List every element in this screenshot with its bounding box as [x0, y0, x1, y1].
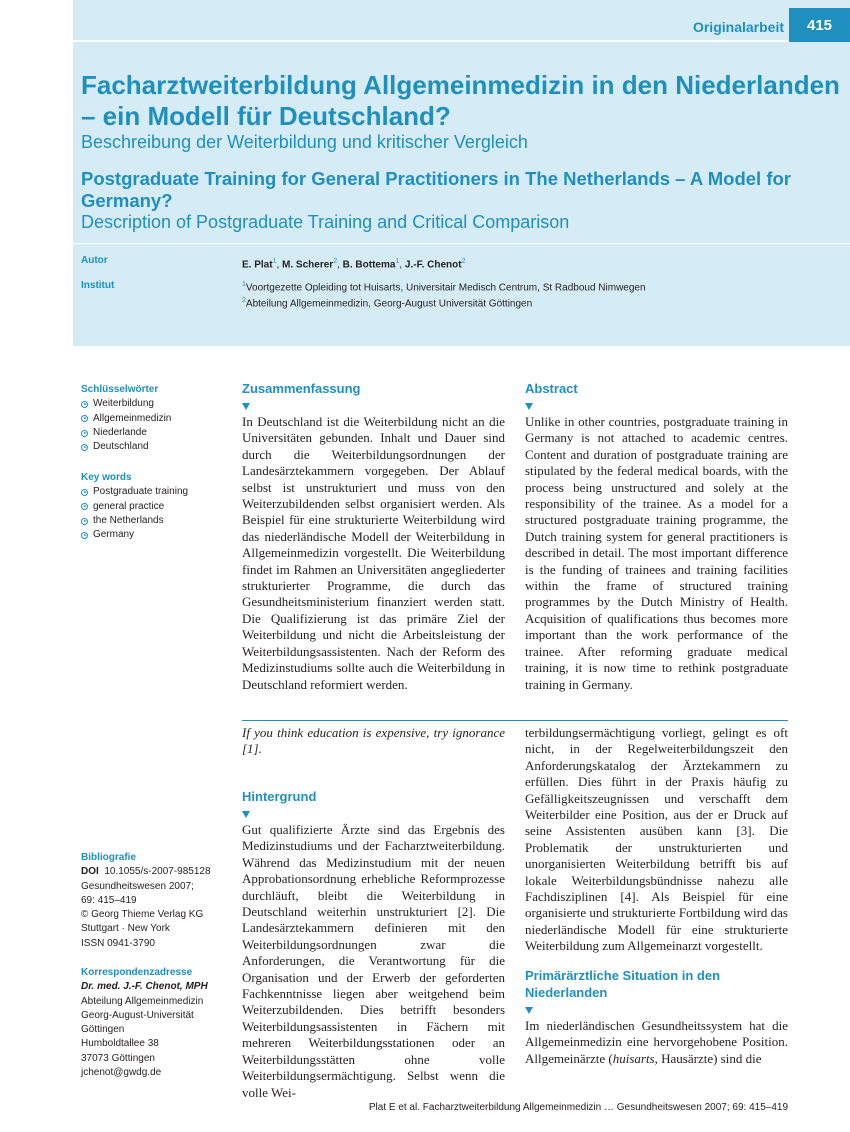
keywords-en: [81, 471, 188, 542]
article-subtitle-de: Beschreibung der Weiterbildung und kritischer Vergleich: [81, 132, 528, 152]
keyword-item: Niederlande: [81, 426, 171, 440]
correspondence: Korrespondenzadresse Dr. med. J.-F. Chenot, MPH Abteilung Allgemeinmedizin Georg-August-Universität Göttingen Humboldtallee 38 37073 Göttingen jchenot@gwdg.de: [81, 966, 208, 1080]
author-name: B. Bottema: [342, 259, 396, 271]
page-footer: Plat E et al. Facharztweiterbildung Allgemeinmedizin … Gesundheitswesen 2007; 69: 415–419: [368, 1102, 788, 1113]
author-name: E. Plat: [242, 259, 273, 271]
correspondence-email: jchenot@gwdg.de: [81, 1067, 162, 1079]
header-rule: [73, 40, 850, 42]
author-name: J.-F. Chenot: [404, 259, 462, 271]
background-text: Gut qualifizierte Ärzte sind das Ergebnis des Medizinstudiums und der Facharztweiterbildung. Während das Medizinstudium mit der neuen Approbationsordnung erhebliche Reformprozesse durchläuft, bleibt die Weiterbildung in Deutschland weiterhin unstrukturiert [2]. Die Landesärztekammern definieren mit den Weiterbildungsordnungen zwar die Anforderungen, die Verantwortung für die Organisation und der Erwerb der geforderten Fachkenntnisse liegen aber weitgehend beim Weiterzubildenden. Dies betrifft besonders Weiterbildungsassistenten in Fächern mit mehreren Weiterbildungsstationen oder an Weiterbildungsstätten ohne volle Weiterbildungsermächtigung. Selbst wenn die volle Wei-: [242, 822, 505, 1100]
bullet-arrow-icon: [81, 532, 88, 539]
section-heading-background: Hintergrund: [242, 789, 317, 804]
correspondence-heading: Korrespondenzadresse: [81, 967, 193, 978]
keyword-item: Weiterbildung: [81, 397, 171, 411]
institute-number: 2: [242, 297, 246, 305]
summary-heading: Zusammenfassung: [242, 381, 361, 396]
institute-number: 1: [242, 281, 246, 288]
article-title-de: Facharztweiterbildung Allgemeinmedizin in den Niederlanden – ein Modell für Deutschland?: [81, 70, 840, 131]
primary-care-text: Im niederländischen Gesundheitssystem hat die Allgemeinmedizin eine hervorgehobene Position. Allgemeinärzte (huisarts, Hausärzte) sind die: [525, 1018, 788, 1066]
keyword-item: Allgemeinmedizin: [81, 412, 171, 426]
section-heading-primary-care: Primärärztliche Situation in den Niederlanden: [525, 968, 721, 1000]
author-affiliation: 1: [395, 258, 400, 265]
bullet-arrow-icon: [81, 503, 88, 510]
bullet-arrow-icon: [81, 489, 88, 496]
triangle-marker-icon: [242, 403, 250, 410]
article-title-en: Postgraduate Training for General Practitioners in The Netherlands – A Model for Germany?: [81, 168, 791, 211]
keyword-item: the Netherlands: [81, 514, 188, 528]
bullet-arrow-icon: [81, 518, 88, 525]
article-subtitle-en: Description of Postgraduate Training and Critical Comparison: [81, 212, 570, 232]
triangle-marker-icon: [525, 1007, 533, 1014]
keywords-de-heading: Schlüsselwörter: [81, 384, 159, 395]
body-text-continued: terbildungsermächtigung vorliegt, gelingt es oft nicht, in der Regelweiterbildungszeit den Anforderungskatalog der Ärztekammern zu erfüllen. Dies führt in der Praxis häufig zu Gefälligkeitszeugnissen und verschafft dem Weiterbilder eine Position, aus der er Druck auf seine Assistenten ausüben kann [3]. Die Problematik der unstrukturierten und unorganisierten Weiterbildung betrifft bis auf lokale Weiterbildungsbündnisse nahezu alle Fachdisziplinen [4]. Als Beispiel für eine organisierte und strukturierte Fortbildung wird das niederländische Modell für eine strukturierte Weiterbildung zum Allgemeinarzt vorgestellt.: [525, 725, 788, 954]
correspondence-name: Dr. med. J.-F. Chenot, MPH: [81, 981, 208, 993]
institute-list: [242, 278, 646, 311]
author-affiliation: 2: [333, 258, 338, 265]
institute-name: Voortgezette Opleiding tot Huisarts, Universitair Medisch Centrum, St Radboud Nimwegen: [245, 282, 646, 294]
author-affiliation: 1: [272, 258, 277, 265]
institute-name: Abteilung Allgemeinmedizin, Georg-August Universität Göttingen: [245, 298, 533, 310]
keywords-de: [81, 383, 171, 454]
keyword-item: Postgraduate training: [81, 485, 188, 499]
section-label: Originalarbeit: [692, 19, 784, 35]
section-divider: [242, 720, 788, 721]
triangle-marker-icon: [525, 403, 533, 410]
epigraph-quote: If you think education is expensive, try ignorance [1].: [242, 725, 505, 757]
bullet-arrow-icon: [81, 430, 88, 437]
bullet-arrow-icon: [81, 415, 88, 422]
bullet-arrow-icon: [81, 444, 88, 451]
triangle-marker-icon: [242, 811, 250, 818]
bullet-arrow-icon: [81, 401, 88, 408]
author-list: E. Plat$^1$, M. Scherer$^2$, B. Bottema$^1$, J.-F. Chenot$^2$: [242, 258, 466, 271]
author-name: M. Scherer: [282, 259, 334, 271]
keyword-item: Deutschland: [81, 440, 171, 454]
summary-text: In Deutschland ist die Weiterbildung nicht an die Universitäten gebunden. Inhalt und Dauer sind durch die Weiterbildungsordnungen der Landesärztekammern vorgegeben. Der Ablauf selbst ist unstrukturiert und muss von den Weiterzubildenden selbst organisiert werden. Als Beispiel für eine strukturierte Weiterbildung wird das niederländische Modell der Weiterbildung in Allgemeinmedizin vorgestellt. Die Weiterbildung findet im Rahmen an Universitäten angegliederter strukturierter Programme, die durch das Gesundheitsministerium finanziert werden statt. Die Qualifizierung ist das primäre Ziel der Weiterbildung und nicht die Arbeitsleistung der Weiterbildungsassistenten. Nach der Reform des Medizinstudiums sollte auch die Weiterbildung in Deutschland reformiert werden.: [242, 414, 505, 692]
institute-label: Institut: [81, 280, 115, 291]
doi-line: DOI 10.1055/s-2007-985128: [81, 866, 211, 878]
abstract-text: Unlike in other countries, postgraduate training in Germany is not attached to academic centres. Content and duration of postgraduate training are stipulated by the federal medical boards, with the process being unstructured and solely at the responsibility of the trainee. As a model for a structured postgraduate training programme, the Dutch training system for general practitioners is described in detail. The most important difference is the funding of trainees and training facilities within the frame of structured training programmes by the Dutch Ministry of Health. Acquisition of qualifications thus becomes more important than the work performance of the trainee. After reforming graduate medical training, it is now time to rethink postgraduate training in Germany.: [525, 414, 788, 692]
bibliography: Bibliografie DOI 10.1055/s-2007-985128 Gesundheitswesen 2007; 69: 415–419 © Georg Thieme Verlag KG Stuttgart · New York ISSN 0941-3790: [81, 852, 211, 949]
keyword-item: general practice: [81, 500, 188, 514]
page-number: 415: [789, 8, 850, 42]
author-label: Autor: [81, 255, 108, 266]
keywords-en-heading: Key words: [81, 472, 132, 483]
keyword-item: Germany: [81, 528, 188, 542]
abstract-heading: Abstract: [525, 381, 578, 396]
author-affiliation: 2: [461, 258, 466, 265]
bibliography-heading: Bibliografie: [81, 852, 137, 863]
header-divider: [73, 243, 850, 244]
